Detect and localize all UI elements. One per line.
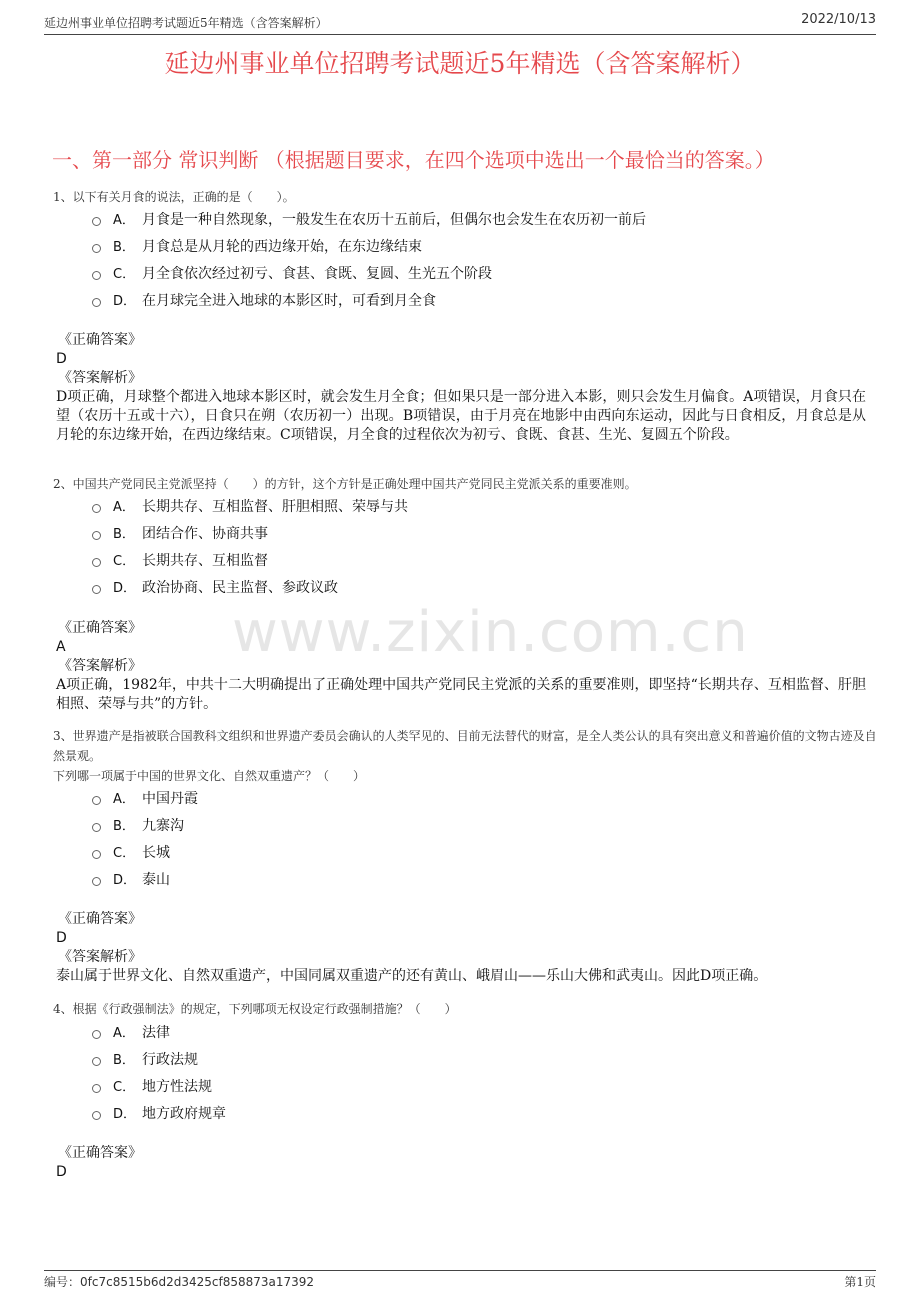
question-1-options (92, 205, 646, 313)
option-b[interactable] (92, 811, 198, 838)
radio-icon[interactable] (92, 558, 101, 567)
option-letter: D． (113, 294, 137, 309)
radio-icon[interactable] (92, 585, 101, 594)
option-text: 行政法规 (142, 1051, 198, 1068)
footer-code: 编号：0fc7c8515b6d2d3425cf858873a17392 (44, 1275, 315, 1289)
option-letter: C． (113, 846, 136, 861)
correct-answer: D (56, 351, 67, 367)
footer-page-number: 第1页 (844, 1275, 876, 1289)
correct-answer: D (56, 1164, 67, 1180)
question-1-answer-block (56, 331, 866, 445)
analysis-text: 泰山属于世界文化、自然双重遗产，中国同属双重遗产的还有黄山、峨眉山——乐山大佛和武夷山。因此D项正确。 (56, 968, 768, 984)
option-text: 地方性法规 (142, 1078, 212, 1095)
radio-icon[interactable] (92, 217, 101, 226)
page-header (44, 12, 876, 35)
option-text: 法律 (142, 1024, 170, 1041)
option-b[interactable] (92, 232, 646, 259)
question-2-options (92, 492, 408, 600)
radio-icon[interactable] (92, 1030, 101, 1039)
radio-icon[interactable] (92, 1111, 101, 1120)
question-1-stem: 1、以下有关月食的说法，正确的是（ ）。 (53, 190, 295, 204)
option-letter: C． (113, 554, 136, 569)
option-letter: D． (113, 873, 137, 888)
option-text: 长城 (142, 844, 170, 861)
correct-answer: A (56, 639, 66, 655)
option-text: 九寨沟 (142, 817, 184, 834)
option-c[interactable] (92, 838, 198, 865)
radio-icon[interactable] (92, 271, 101, 280)
correct-answer-label: 《正确答案》 (58, 1145, 142, 1161)
option-a[interactable] (92, 1018, 226, 1045)
option-letter: C． (113, 1080, 136, 1095)
option-letter: A． (113, 500, 135, 515)
radio-icon[interactable] (92, 504, 101, 513)
option-text: 月食总是从月轮的西边缘开始，在东边缘结束 (142, 238, 422, 255)
radio-icon[interactable] (92, 244, 101, 253)
question-4-options (92, 1018, 226, 1126)
option-text: 政治协商、民主监督、参政议政 (142, 579, 338, 596)
analysis-label: 《答案解析》 (58, 949, 142, 965)
correct-answer-label: 《正确答案》 (58, 911, 142, 927)
option-d[interactable] (92, 1099, 226, 1126)
correct-answer-label: 《正确答案》 (58, 620, 142, 636)
option-letter: C． (113, 267, 136, 282)
option-letter: A． (113, 1026, 135, 1041)
option-d[interactable] (92, 286, 646, 313)
page-footer (44, 1270, 876, 1289)
question-3-stem (53, 726, 878, 786)
radio-icon[interactable] (92, 850, 101, 859)
question-4-stem: 4、根据《行政强制法》的规定，下列哪项无权设定行政强制措施？（ ） (53, 1002, 457, 1016)
question-2-stem: 2、中国共产党同民主党派坚持（ ）的方针，这个方针是正确处理中国共产党同民主党派关系的重要准则。 (53, 477, 637, 491)
option-letter: D． (113, 1107, 137, 1122)
question-3-options (92, 784, 198, 892)
option-b[interactable] (92, 1045, 226, 1072)
option-d[interactable] (92, 865, 198, 892)
option-letter: A． (113, 792, 135, 807)
option-text: 月全食依次经过初亏、食甚、食既、复圆、生光五个阶段 (142, 265, 492, 282)
section-heading: 一、第一部分 常识判断 （根据题目要求，在四个选项中选出一个最恰当的答案。） (52, 148, 775, 172)
radio-icon[interactable] (92, 823, 101, 832)
analysis-text: D项正确，月球整个都进入地球本影区时，就会发生月全食；但如果只是一部分进入本影，则只会发生月偏食。A项错误，月食只在望（农历十五或十六），日食只在朔（农历初一）出现。B项错误，由于月亮在地影中由西向东运动，因此与日食相反，月食总是从月轮的东边缘开始，在西边缘结束。C项错误，月全食的过程依次为初亏、食既、食甚、生光、复圆五个阶段。 (56, 389, 866, 443)
analysis-label: 《答案解析》 (58, 658, 142, 674)
option-letter: B． (113, 1053, 135, 1068)
option-a[interactable] (92, 784, 198, 811)
option-letter: B． (113, 527, 135, 542)
option-c[interactable] (92, 259, 646, 286)
radio-icon[interactable] (92, 796, 101, 805)
option-text: 地方政府规章 (142, 1105, 226, 1122)
option-letter: B． (113, 240, 135, 255)
option-text: 团结合作、协商共事 (142, 525, 268, 542)
watermark: www.zixin.com.cn (232, 600, 749, 665)
question-3-answer-block (56, 910, 866, 986)
option-text: 中国丹霞 (142, 790, 198, 807)
option-text: 长期共存、互相监督 (142, 552, 268, 569)
header-date: 2022/10/13 (801, 12, 876, 27)
option-c[interactable] (92, 546, 408, 573)
option-d[interactable] (92, 573, 408, 600)
question-4-answer-block (56, 1144, 866, 1182)
option-letter: B． (113, 819, 135, 834)
option-text: 在月球完全进入地球的本影区时，可看到月全食 (142, 292, 436, 309)
option-letter: A． (113, 213, 135, 228)
radio-icon[interactable] (92, 531, 101, 540)
option-c[interactable] (92, 1072, 226, 1099)
radio-icon[interactable] (92, 1057, 101, 1066)
option-text: 长期共存、互相监督、肝胆相照、荣辱与共 (142, 498, 408, 515)
radio-icon[interactable] (92, 1084, 101, 1093)
header-doc-title: 延边州事业单位招聘考试题近5年精选（含答案解析） (44, 16, 328, 30)
correct-answer-label: 《正确答案》 (58, 332, 142, 348)
analysis-text: A项正确，1982年，中共十二大明确提出了正确处理中国共产党同民主党派的关系的重要准则，即坚持“长期共存、互相监督、肝胆相照、荣辱与共”的方针。 (56, 677, 866, 712)
document-title: 延边州事业单位招聘考试题近5年精选（含答案解析） (164, 49, 756, 78)
question-3-stem-prompt: 下列哪一项属于中国的世界文化、自然双重遗产？（ ） (53, 769, 366, 783)
option-text: 月食是一种自然现象，一般发生在农历十五前后，但偶尔也会发生在农历初一前后 (142, 211, 646, 228)
option-text: 泰山 (142, 871, 170, 888)
option-letter: D． (113, 581, 137, 596)
option-a[interactable] (92, 205, 646, 232)
question-3-stem-text: 3、世界遗产是指被联合国教科文组织和世界遗产委员会确认的人类罕见的、目前无法替代的财富，是全人类公认的具有突出意义和普遍价值的文物古迹及自然景观。 (53, 729, 877, 763)
option-b[interactable] (92, 519, 408, 546)
radio-icon[interactable] (92, 877, 101, 886)
radio-icon[interactable] (92, 298, 101, 307)
option-a[interactable] (92, 492, 408, 519)
correct-answer: D (56, 930, 67, 946)
analysis-label: 《答案解析》 (58, 370, 142, 386)
question-2-answer-block (56, 619, 866, 714)
